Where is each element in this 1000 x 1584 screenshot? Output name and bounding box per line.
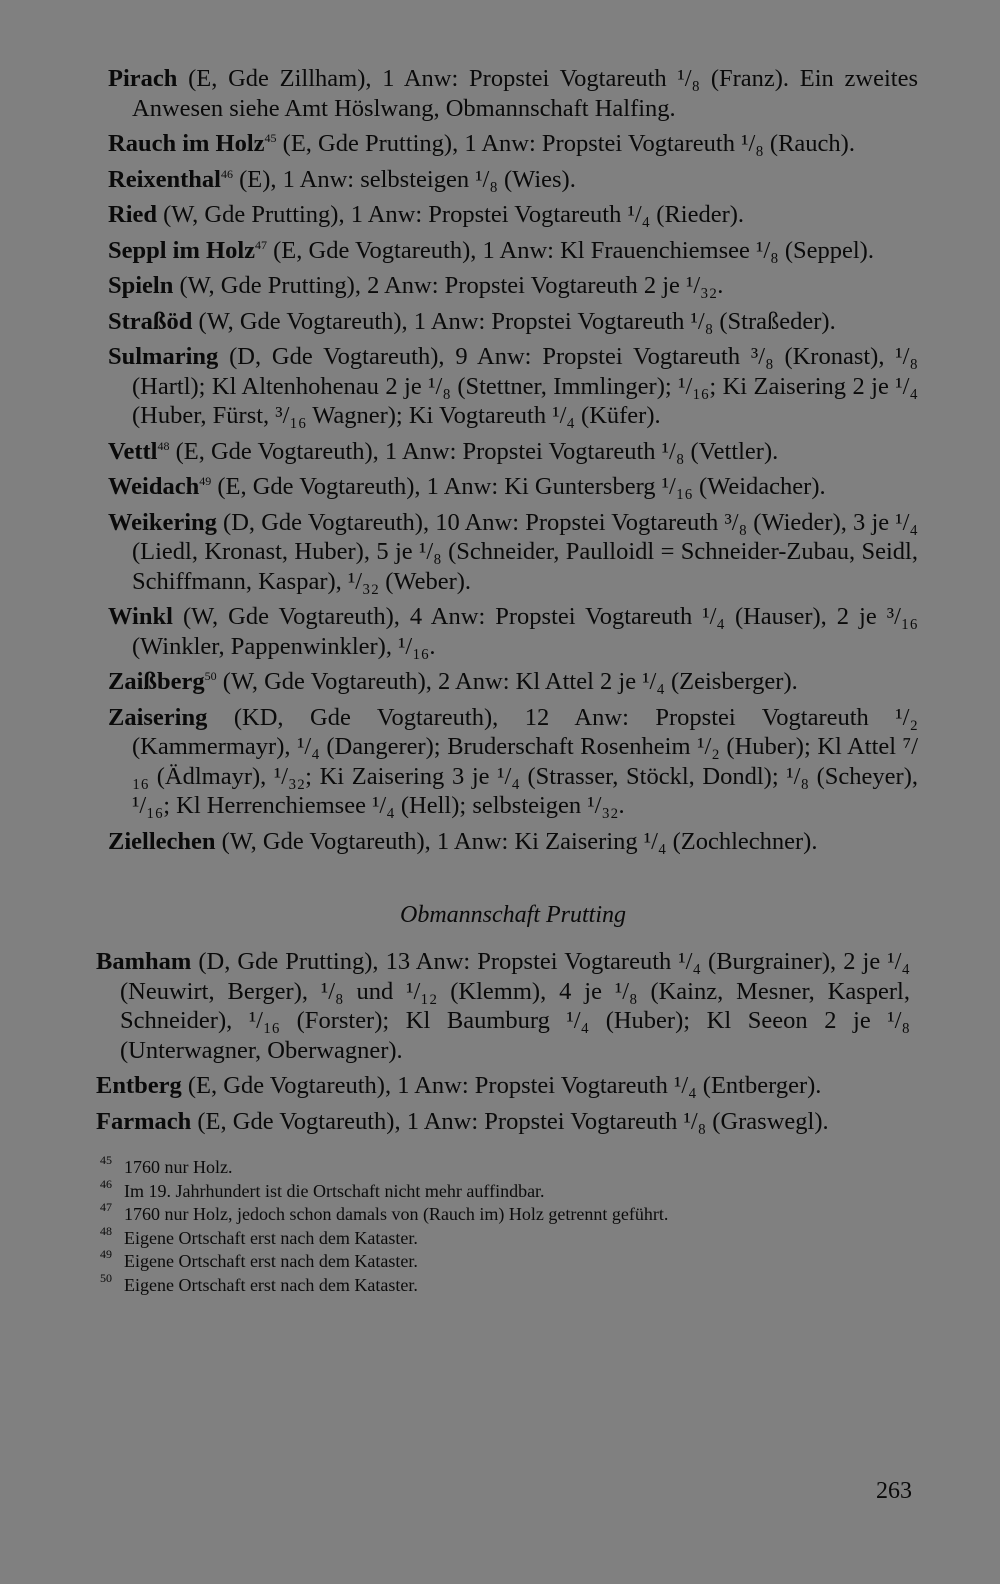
footnote [100,1176,926,1204]
footnote-ref: 50 [204,669,217,683]
entry-text: (W, Gde Vogtareuth), 2 Anw: Kl Attel 2 je ¹/₄ (Zeisberger). [216,668,798,695]
footnote [100,1270,926,1298]
entry-name: Sulmaring [108,343,219,370]
footnote-number [100,1270,124,1298]
entry-text: (E, Gde Vogtareuth), 1 Anw: Propstei Vogtareuth ¹/₄ (Entberger). [181,1072,822,1099]
footnotes [100,1153,926,1297]
entry-text: (E, Gde Vogtareuth), 1 Anw: Ki Guntersberg ¹/₁₆ (Weidacher). [211,473,826,500]
footnote-number-sup: 46 [100,1176,112,1191]
footnote-text: Im 19. Jahrhundert ist die Ortschaft nicht mehr auffindbar. [124,1180,545,1201]
entry-text: (E), 1 Anw: selbsteigen ¹/₈ (Wies). [232,165,576,193]
entry-name: Reixenthal [108,165,221,193]
entry-text: (E, Gde Zillham), 1 Anw: Propstei Vogtareuth ¹/₈ (Franz). Ein zweites Anwesen siehe Amt Höslwang, Obmannschaft Halfing. [132,65,918,122]
entry-text: (E, Gde Vogtareuth), 1 Anw: Kl Frauenchiemsee ¹/₈ (Seppel). [267,236,874,264]
entry-name: Weikering [108,508,217,536]
footnote-text: 1760 nur Holz. [124,1157,233,1177]
footnote-text: Eigene Ortschaft erst nach dem Kataster. [124,1227,418,1248]
entry-name: Bamham [96,948,192,975]
footnote-number-sup: 50 [100,1270,112,1285]
page-number: 263 [876,1478,912,1504]
entry [108,271,918,301]
entry-name: Zaisering [108,703,208,731]
footnote-text: Eigene Ortschaft erst nach dem Kataster. [124,1251,418,1271]
entry [108,667,918,697]
entry-text: (D, Gde Vogtareuth), 10 Anw: Propstei Vogtareuth ³/₈ (Wieder), 3 je ¹/₄ (Liedl, Kronast, Huber), 5 je ¹/₈ (Schneider, Paulloidl = Schneider-Zubau, Seidl, Schiffmann, Kaspar), ¹/₃₂ (Weber). [132,508,918,595]
entry-text: (W, Gde Vogtareuth), 1 Anw: Propstei Vogtareuth ¹/₈ (Straßeder). [192,307,836,335]
entry-text: (W, Gde Vogtareuth), 1 Anw: Ki Zaisering ¹/₄ (Zochlechner). [215,827,818,855]
entry [108,342,918,431]
footnote-number-sup: 45 [100,1153,112,1167]
entry-text: (D, Gde Prutting), 13 Anw: Propstei Vogtareuth ¹/₄ (Burgrainer), 2 je ¹/₄ (Neuwirt, Berger), ¹/₈ und ¹/₁₂ (Klemm), 4 je ¹/₈ (Kainz, Mesner, Kasperl, Schneider), ¹/₁₆ (Forster); Kl Baumburg ¹/₄ (Huber); Kl Seeon 2 je ¹/₈ (Unterwagner, Oberwagner). [120,948,910,1064]
entry-name: Zaißberg [108,668,205,695]
entry-text: (E, Gde Prutting), 1 Anw: Propstei Vogtareuth ¹/₈ (Rauch). [276,130,855,157]
entry-name: Winkl [108,603,173,630]
entry [108,508,918,597]
section-heading: Obmannschaft Prutting [400,902,626,928]
entry-name: Vettl [108,437,158,465]
entry [108,827,918,857]
footnote-text: 1760 nur Holz, jedoch schon damals von (Rauch im) Holz getrennt geführt. [124,1204,669,1224]
entry [108,703,918,821]
entry-name: Pirach [108,65,178,92]
entry-name: Seppl im Holz [108,236,256,264]
footnote-ref: 47 [255,237,268,252]
entry [108,307,918,337]
entry [108,236,918,266]
entry-name: Entberg [96,1072,182,1099]
footnote-ref: 49 [199,474,212,488]
footnote [100,1153,926,1180]
entry-name: Ziellechen [108,827,216,855]
entry-text: (W, Gde Vogtareuth), 4 Anw: Propstei Vogtareuth ¹/₄ (Hauser), 2 je ³/₁₆ (Winkler, Pappenwinkler), ¹/₁₆. [132,603,918,660]
entries-top [108,64,918,856]
footnote [100,1247,926,1274]
entry-text: (KD, Gde Vogtareuth), 12 Anw: Propstei Vogtareuth ¹/₂ (Kammermayr), ¹/₄ (Dangerer); Bruderschaft Rosenheim ¹/₂ (Huber); Kl Attel ⁷/₁₆ (Ädlmayr), ¹/₃₂; Ki Zaisering 3 je ¹/₄ (Strasser, Stöckl, Dondl); ¹/₈ (Scheyer), ¹/₁₆; Kl Herrenchiemsee ¹/₄ (Hell); selbsteigen ¹/₃₂. [132,703,918,819]
entry [108,437,918,467]
entry [108,129,918,159]
entry-text: (D, Gde Vogtareuth), 9 Anw: Propstei Vogtareuth ³/₈ (Kronast), ¹/₈ (Hartl); Kl Altenhohenau 2 je ¹/₈ (Stettner, Immlinger); ¹/₁₆; Ki Zaisering 2 je ¹/₄ (Huber, Fürst, ³/₁₆ Wagner); Ki Vogtareuth ¹/₄ (Küfer). [132,343,918,429]
footnote [100,1223,926,1251]
entries-bottom [96,947,910,1136]
entry [108,200,918,230]
entry-name: Weidach [108,473,200,500]
entry-name: Spieln [108,272,174,299]
page [96,64,926,1297]
entry-text: (E, Gde Vogtareuth), 1 Anw: Propstei Vogtareuth ¹/₈ (Vettler). [169,437,779,465]
entry-name: Rauch im Holz [108,130,265,157]
footnote-number-sup: 49 [100,1247,112,1261]
entry [108,602,918,661]
entry [96,1107,910,1137]
entry-name: Ried [108,201,157,228]
footnote-text: Eigene Ortschaft erst nach dem Kataster. [124,1274,418,1295]
entry-name: Straßöd [108,307,193,335]
entry [108,165,918,195]
entry [96,947,910,1065]
entry [108,64,918,123]
footnote-number-sup: 47 [100,1200,112,1214]
footnote-ref: 45 [264,131,277,145]
entry-text: (W, Gde Prutting), 2 Anw: Propstei Vogtareuth 2 je ¹/₃₂. [173,272,724,299]
footnote-ref: 48 [157,438,170,453]
footnote-ref: 46 [220,166,233,181]
footnote [100,1200,926,1227]
entry [96,1071,910,1101]
entry-text: (E, Gde Vogtareuth), 1 Anw: Propstei Vogtareuth ¹/₈ (Graswegl). [191,1107,829,1135]
entry-text: (W, Gde Prutting), 1 Anw: Propstei Vogtareuth ¹/₄ (Rieder). [157,201,745,228]
entry [108,472,918,502]
footnote-number-sup: 48 [100,1223,112,1238]
entry-name: Farmach [96,1107,192,1135]
